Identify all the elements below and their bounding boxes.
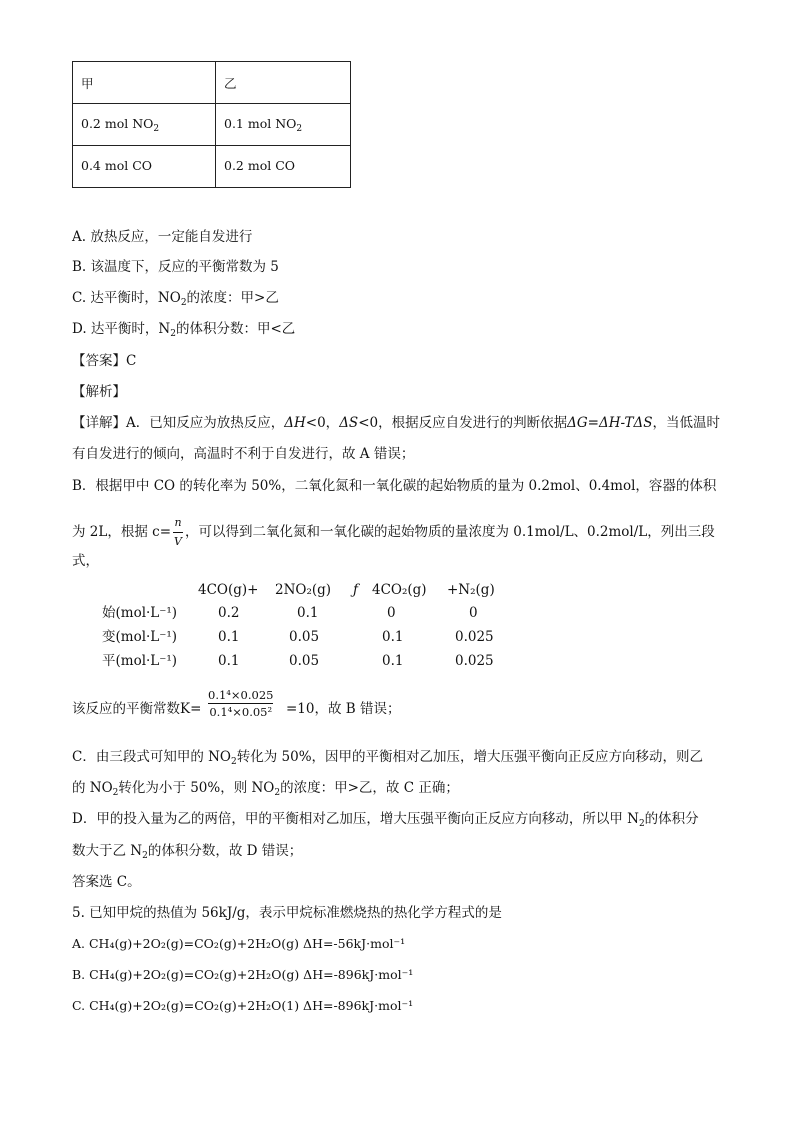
table-row	[73, 104, 351, 146]
option-c: C. 达平衡时，$NO_2$的浓度：甲>乙	[72, 290, 279, 308]
k-line-pre: 该反应的平衡常数K=	[72, 701, 202, 717]
answer-label: 【答案】C	[72, 353, 137, 369]
detail-a-line2: 有自发进行的倾向，高温时不利于自发进行，故 A 错误；	[72, 446, 415, 462]
eq-term: 4CO₂(g)	[372, 582, 427, 598]
stage-label: 始(mol·L⁻¹)	[102, 605, 178, 621]
detail-b-line1: B．根据甲中 CO 的转化率为 50%，二氧化氮和一氧化碳的起始物质的量为 0.2mol、0.4mol，容器的体积	[72, 478, 717, 494]
question-5-stem: 5. 已知甲烷的热值为 56kJ/g，表示甲烷标准燃烧热的热化学方程式的是	[72, 905, 502, 921]
table-header-row	[73, 62, 351, 104]
reactant-table	[72, 61, 351, 188]
eq-term: 4CO(g)+	[198, 582, 259, 598]
eq-term: 2NO₂(g)	[275, 582, 332, 598]
table-cell: 0.4 mol CO	[73, 146, 216, 188]
table-header-cell: 甲	[73, 62, 216, 104]
table-cell: 0.2 mol $NO_2$	[73, 104, 216, 146]
stage-value: 0	[469, 605, 478, 621]
table-cell: 0.2 mol CO	[216, 146, 351, 188]
table-cell: 0.1 mol $NO_2$	[216, 104, 351, 146]
detail-a-line1: 【详解】A．已知反应为放热反应，ΔH<0，ΔS<0，根据反应自发进行的判断依据ΔG=ΔH-TΔS，当低温时	[72, 415, 721, 431]
equilibrium-symbol: ƒ	[353, 582, 358, 598]
question-5-option-a: A. CH₄(g)+2O₂(g)=CO₂(g)+2H₂O(g) ΔH=-56kJ·mol⁻¹	[72, 936, 406, 951]
stage-value: 0.2	[218, 605, 240, 621]
k-fraction	[208, 688, 273, 719]
detail-d-line2: 数大于乙 $N_2$的体积分数，故 D 错误；	[72, 843, 303, 861]
k-line-post: =10，故 B 错误；	[286, 701, 401, 717]
stage-value: 0.05	[289, 629, 320, 645]
option-b: B. 该温度下，反应的平衡常数为 5	[72, 259, 279, 275]
table-header-cell: 乙	[216, 62, 351, 104]
eq-term: +N₂(g)	[447, 582, 495, 598]
stage-value: 0.1	[382, 629, 404, 645]
stage-label: 平(mol·L⁻¹)	[102, 653, 178, 669]
final-answer: 答案选 C。	[72, 874, 141, 890]
stage-value: 0.1	[218, 629, 240, 645]
stage-value: 0.1	[382, 653, 404, 669]
question-5-option-b: B. CH₄(g)+2O₂(g)=CO₂(g)+2H₂O(g) ΔH=-896kJ·mol⁻¹	[72, 967, 414, 982]
detail-c-line1: C．由三段式可知甲的 $NO_2$转化为 50%，因甲的平衡相对乙加压，增大压强平衡向正反应方向移动，则乙	[72, 749, 704, 767]
stage-label: 变(mol·L⁻¹)	[102, 629, 178, 645]
detail-b-line3: 式，	[72, 553, 99, 569]
stage-value: 0.025	[455, 629, 494, 645]
analysis-label: 【解析】	[72, 384, 126, 400]
k-denominator: 0.1⁴×0.05²	[209, 705, 273, 719]
detail-b-line2: 为 2L，根据 c= $\frac{n}{V}$ ，可以得到二氧化氮和一氧化碳的起始物质的量浓度为 0.1mol/L、0.2mol/L，列出三段	[72, 514, 715, 551]
stage-value: 0.1	[297, 605, 319, 621]
option-a: A. 放热反应，一定能自发进行	[72, 229, 253, 245]
concentration-fraction: $\frac{n}{V}$	[174, 516, 182, 548]
question-5-option-c: C. CH₄(g)+2O₂(g)=CO₂(g)+2H₂O(1) ΔH=-896kJ·mol⁻¹	[72, 998, 414, 1013]
detail-d-line1: D．甲的投入量为乙的两倍，甲的平衡相对乙加压，增大压强平衡向正反应方向移动，所以甲 $N_2$的体积分	[72, 811, 699, 829]
table-row	[73, 146, 351, 188]
stage-value: 0	[387, 605, 396, 621]
stage-value: 0.025	[455, 653, 494, 669]
k-numerator: 0.1⁴×0.025	[208, 688, 274, 702]
stage-value: 0.1	[218, 653, 240, 669]
detail-c-line2: 的 $NO_2$转化为小于 50%，则 $NO_2$的浓度：甲>乙，故 C 正确；	[72, 780, 459, 798]
option-d: D. 达平衡时，$N_2$的体积分数：甲<乙	[72, 321, 296, 339]
stage-value: 0.05	[289, 653, 320, 669]
